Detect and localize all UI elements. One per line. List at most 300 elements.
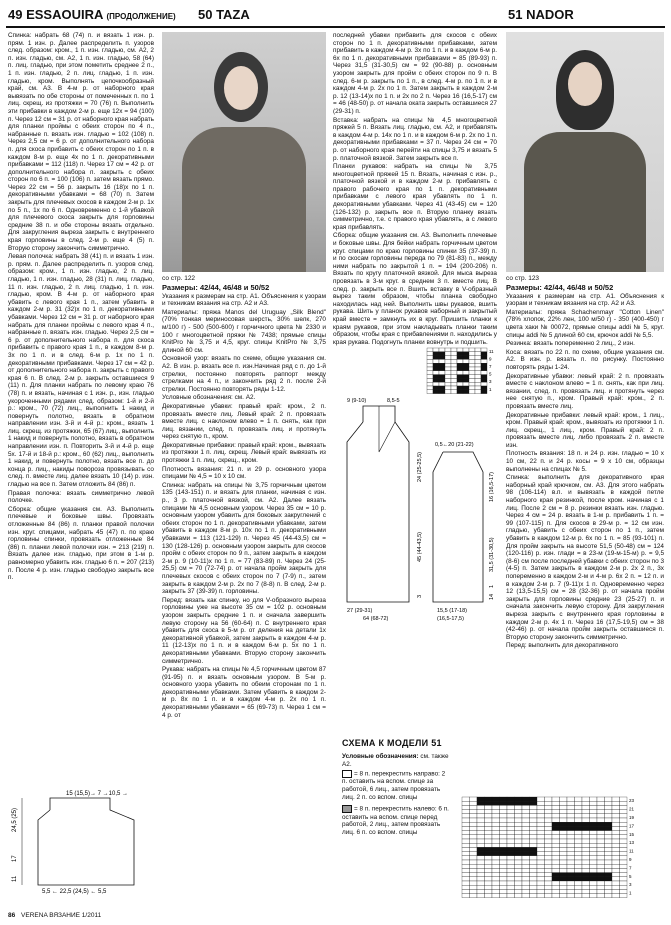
chart-cell	[530, 856, 538, 860]
chart-cell	[492, 860, 500, 864]
chart-cell	[552, 810, 560, 814]
chart-cell	[597, 868, 605, 872]
chart-cell	[590, 852, 598, 856]
chart-cell	[530, 814, 538, 818]
chart-cell	[620, 856, 628, 860]
chart-cell	[582, 894, 590, 898]
chart-cell	[575, 877, 583, 881]
chart-cell	[560, 797, 568, 801]
chart-cell	[492, 852, 500, 856]
chart-cell	[470, 843, 478, 847]
chart-cell	[481, 378, 487, 382]
chart-cell	[477, 868, 485, 872]
chart-cell	[597, 835, 605, 839]
chart-cell	[439, 348, 445, 352]
chart-cell	[462, 810, 470, 814]
chart-cell	[500, 805, 508, 809]
chart-cell	[612, 835, 620, 839]
chart-cell	[485, 826, 493, 830]
model-51-front: Перед: выполнить для декоративного	[506, 642, 619, 650]
chart-cell	[462, 847, 470, 851]
chart-cell	[567, 839, 575, 843]
chart-cell	[552, 852, 560, 856]
chart-cell	[439, 371, 445, 375]
chart-cell	[582, 797, 590, 801]
chart-cell	[620, 818, 628, 822]
chart-cell	[462, 822, 470, 826]
chart-cell	[575, 826, 583, 830]
chart-cell	[427, 363, 433, 367]
chart-cell	[530, 881, 538, 885]
model-51-rib: Резинка: вязать попеременно 2 лиц., 2 изн.	[506, 340, 635, 348]
cable-left-symbol	[342, 805, 352, 813]
chart-cell	[427, 352, 433, 356]
sleeve-right4-label: 14	[489, 593, 495, 600]
chart-cell	[567, 864, 575, 868]
chart-cell	[500, 877, 508, 881]
chart-cell	[567, 868, 575, 872]
chart-cell	[620, 843, 628, 847]
chart-cell	[463, 367, 469, 371]
small-chart-row-numbers	[489, 349, 494, 392]
chart-cell	[470, 814, 478, 818]
chart-cell	[515, 818, 523, 822]
chart-cell	[439, 352, 445, 356]
chart-cell	[590, 831, 598, 835]
chart-cell	[475, 363, 481, 367]
model-50-insert: Вставка: набрать на спицы № 4,5 многоцветной пряжей 5 п. Вязать лиц. гладью, см. А2, и прибавлять в каждом 4-м р. 14х по 1 п. и в каждом 6-м р. 2х по 1 п. декоративными прибавками = 37 п. Через 24 см = 70 р. от наборного края перейти на спицы 3,75 и вязать 5 р. платочной вязкой. Затем закрыть все п.	[333, 116, 497, 162]
chart-cell	[507, 805, 515, 809]
chart-cell	[439, 363, 445, 367]
chart-row-number: 21	[629, 806, 635, 812]
chart-cell	[530, 889, 538, 893]
chart-cell	[427, 378, 433, 382]
chart-cell	[620, 852, 628, 856]
chart-cell	[433, 371, 439, 375]
chart-cell	[582, 805, 590, 809]
chart-cell	[560, 885, 568, 889]
chart-cell	[492, 864, 500, 868]
chart-cell	[507, 797, 515, 801]
chart-cell	[612, 822, 620, 826]
left-front-instructions: Левая полочка: набрать 38 (41) п. и вязать 1 изн. р. прям. п. Далее распределить п. узоров след. образом: кром., 1 п. изн. гладью, 2 п. лиц. гладью, 1 п. изн. гладью, 28 (31) п. лиц. гладью, 11 п. изн. гладью, 2 п. лиц. гладью, 1 п. изн. гладью, кром. В 4-м р. от наборного края убавить с левого края 1 п., затем убавить в каждом 2-м р. 31 (32)х по 1 п. декоративными убавками. Через 12 см = 31 р. от наборного края набрать для планки проймы с левого края 4 п., набранные п. вязать изн. гладью. Через 2,5 см = 6 р. от дополнительного набора п. для скоса прибавить с правого края 1 п., в каждом 8-м р. 3х по 1 п. и в след. 6-м р. 1х по 1 п. декоративными прибавками. Через 17 см = 42 р. от дополнительного набора п. закрыть с правого края 6 п. В след. 2-м р. закрыть оставшиеся 9 (11) п. Для планки набрать по левому краю 76 (78) п. и вязать, начиная с 1 изн. р., изн. гладью укороченными рядами след. образом: 1-й и 2-й р.: кром., 70 (72) лиц., выполнить 1 накид и повернуть полотно, вязать в обратном направлении изн. 3-й и 4-й р.: кром., вязать 1 лиц. скрещ. из протяжки, 65 (67) лиц., выполнить 1 накид и повернуть полотно, вязать в обратном направлении изн. п. Повторить 3-й и 4-й р. еще 5х. 17-й и 18-й р.: кром., 60 (62) лиц., выполнить 1 накид, и повернуть полотно, вязать все п. до конца р. лиц., накиды повороза провязывать со след. п. вместе лиц. далее вязать 10 (14) р. изн. гладью на все п. Затем отложить 84 (86) п.	[8, 253, 154, 489]
chart-cell	[500, 885, 508, 889]
chart-cell	[537, 877, 545, 881]
chart-cell	[560, 873, 568, 877]
chart-cell	[522, 839, 530, 843]
chart-cell	[545, 810, 553, 814]
chart-row-number: 9	[629, 857, 632, 862]
chart-cell	[537, 889, 545, 893]
chart-cell	[507, 889, 515, 893]
chart-cell	[605, 826, 613, 830]
chart-cell	[485, 797, 493, 801]
chart-cell	[537, 801, 545, 805]
model-51-cable-chart	[458, 795, 658, 905]
chart-cell	[597, 843, 605, 847]
chart-cell	[537, 864, 545, 868]
chart-cell	[590, 805, 598, 809]
chart-cell	[507, 877, 515, 881]
chart-cell	[500, 873, 508, 877]
v-neck-line	[379, 406, 395, 452]
chart-cell	[485, 843, 493, 847]
chart-cell	[507, 831, 515, 835]
chart-row-number: 15	[629, 831, 635, 837]
chart-cell	[620, 810, 628, 814]
chart-cell	[477, 864, 485, 868]
chart-cell	[457, 386, 463, 390]
chart-cell	[451, 378, 457, 382]
chart-cell	[567, 877, 575, 881]
chart-cell	[477, 797, 485, 801]
chart-cell	[451, 352, 457, 356]
chart-cell	[522, 889, 530, 893]
chart-cell	[515, 839, 523, 843]
model-50-sleeves: Рукава: набрать на спицы № 4,5 горчичным цветом 87 (91-95) п. и вязать основным узором. В 5-м р. основного узора убавить по обеим сторонам по 1 п. декоративными убавками. Затем убавить в каждом 2-м р. 8х по 1 п. и в каждом 4-м р. 2х по 1 п. декоративными убавками = 65 (69-73) п. Через 1 см = 4 р. от	[162, 666, 326, 719]
chart-cell	[507, 822, 515, 826]
chart-cell	[575, 843, 583, 847]
chart-cell	[507, 801, 515, 805]
chart-cell	[597, 810, 605, 814]
legend-title: Условные обозначения:	[342, 753, 419, 760]
chart-cell	[605, 831, 613, 835]
chart-cell	[469, 386, 475, 390]
chart-cell	[537, 873, 545, 877]
chart-cell	[492, 831, 500, 835]
small-chart-grid	[427, 348, 487, 394]
header-continuation: (ПРОДОЛЖЕНИЕ)	[106, 12, 176, 21]
chart-cell	[537, 810, 545, 814]
chart-cell	[492, 814, 500, 818]
chart-cell	[612, 801, 620, 805]
chart-cell	[469, 371, 475, 375]
chart-cell	[597, 889, 605, 893]
chart-cell	[500, 881, 508, 885]
body-right3-label: 3	[417, 594, 423, 598]
chart-cell	[485, 831, 493, 835]
magazine-name: VERENA ВЯЗАНИЕ 1/2011	[21, 912, 102, 919]
back-bottom-label: 5,5 ← 22,5 (24,5) ← 5,5	[42, 889, 107, 895]
chart-cell	[462, 814, 470, 818]
chart-cell	[462, 801, 470, 805]
chart-cell	[545, 831, 553, 835]
chart-cell	[605, 818, 613, 822]
chart-row-number: 11	[489, 348, 494, 354]
sleeve-right2-label: 31,5 (31-30,5)	[489, 537, 495, 572]
chart-cell	[477, 801, 485, 805]
chart-cell	[575, 873, 583, 877]
chart-cell	[582, 856, 590, 860]
chart-cell	[597, 852, 605, 856]
chart-cell	[500, 856, 508, 860]
chart-cell	[545, 818, 553, 822]
chart-cell	[515, 856, 523, 860]
chart-cell	[492, 805, 500, 809]
chart-cell	[470, 826, 478, 830]
model-49-schematic	[10, 790, 150, 895]
chart-cell	[552, 877, 560, 881]
chart-cell	[560, 889, 568, 893]
chart-cell	[552, 839, 560, 843]
chart-cell	[537, 814, 545, 818]
chart-cell	[590, 885, 598, 889]
model-50-main-pattern: Основной узор: вязать по схеме, общие указания см. А2. В изн. р. вязать все п. изн.Начиная ряд с п. до 1-й стрелки, постоянно повторять раппорт между стрелками на 4 п., и закончить ряд 2 п. после 2-й стрелки. Постоянно повторять ряды 1-12.	[162, 355, 326, 393]
chart-cell	[475, 371, 481, 375]
chart-cell	[560, 831, 568, 835]
chart-cell	[470, 877, 478, 881]
chart-cell	[492, 839, 500, 843]
chart-cell	[560, 822, 568, 826]
chart-cell	[582, 810, 590, 814]
chart-cell	[537, 831, 545, 835]
chart-cell	[481, 371, 487, 375]
chart-cell	[439, 356, 445, 360]
chart-cell	[560, 877, 568, 881]
body-bottom2-label: 64 (68-72)	[363, 616, 389, 622]
chart-cell	[515, 885, 523, 889]
chart-cell	[590, 856, 598, 860]
header-model-50: 50 TAZA	[198, 7, 250, 22]
chart-cell	[445, 367, 451, 371]
chart-cell	[469, 378, 475, 382]
chart-cell	[457, 348, 463, 352]
chart-cell	[470, 860, 478, 864]
chart-cell	[560, 852, 568, 856]
chart-cell	[485, 860, 493, 864]
chart-cell	[605, 847, 613, 851]
chart-cell	[545, 805, 553, 809]
chart-cell	[522, 868, 530, 872]
chart-cell	[457, 367, 463, 371]
chart-cell	[605, 868, 613, 872]
chart-cell	[590, 818, 598, 822]
chart-cell	[470, 889, 478, 893]
chart-cell	[451, 367, 457, 371]
chart-cell	[462, 885, 470, 889]
chart-cell	[445, 348, 451, 352]
chart-cell	[492, 889, 500, 893]
chart-cell	[612, 810, 620, 814]
chart-cell	[469, 367, 475, 371]
chart-cell	[612, 814, 620, 818]
chart-cell	[612, 881, 620, 885]
chart-cell	[597, 885, 605, 889]
chart-cell	[470, 839, 478, 843]
chart-cell	[575, 894, 583, 898]
chart-cell	[552, 847, 560, 851]
chart-cell	[612, 805, 620, 809]
back-instructions: Спинка: набрать 68 (74) п. и вязать 1 изн. р. прям. 1 изн. р. Далее распределить п. узоров след. образом: кром., 1 п. изн. гладью, см. А2, 2 п. изн. гладью, см. А2, 1 п. изн. гладью, 58 (64) п. лиц. гладью, при этом пометить среднее 2 п., 1 п. изн. гладью, 2 п. лиц. гладью, 1 п. изн. гладью, кром. Выполнять цепочкообразный край, см. А3. В 4-м р. от наборного края вывязать по обе стороны от помеченных п. по 1 лиц. скрещ. из протяжки = 70 (76) п. Выполнить эти прибавки в каждом 2-м р. еще 12х = 94 (100) п. Через 12 см = 31 р. от наборного края набрать для планки проймы с обеих сторон по 4 п., набранные п. вязать изн. гладью = 102 (108) п. Через 2,5 см = 6 р. от дополнительного набора п. для скоса прибавить с обеих сторон по 1 п. в каждом 8-м р. еще 4х по 1 п. декоративными прибавками = 112 (118) п. Через 17 см = 42 р. от дополнительного набора п. закрыть с обеих сторон по 6 п. = 100 (106) п. затем вязать прямо. Через 22 см = 56 р. закрыть 16 (18)х по 1 п. декоративными убавками = 68 (70) п. Затем закрыть для плечевых скосов в каждом 2-м р. 1х по 5 п., 1х по 6 п. Одновременно с 1-й убавкой для плечевого скоса закрыть для горловины средние 38 п. и обе стороны вязать отдельно. Для закругления выреза закрыть с внутреннего края горловины в след. 2-м р. еще 4 (5) п. Вторую сторону закончить симметрично.	[8, 32, 154, 252]
chart-cell	[605, 843, 613, 847]
chart-cell	[537, 881, 545, 885]
chart-cell	[485, 822, 493, 826]
chart-row-number: 5	[489, 371, 492, 377]
chart-cell	[500, 852, 508, 856]
chart-cell	[427, 348, 433, 352]
chart-cell	[590, 814, 598, 818]
photo-face-51	[568, 62, 602, 106]
chart-cell	[451, 359, 457, 363]
chart-cell	[597, 856, 605, 860]
model-50-decreases: Декоративные убавки: правый край: кром., 2 п. провязать вместе лиц. Левый край: 2 п. провязать вместе лиц. с наклоном влево = 1 п. снять, как при лиц. вязании, след. п. провязать лиц. и протянуть через снятую п., кром.	[162, 402, 326, 441]
chart-cell	[477, 889, 485, 893]
chart-cell	[462, 873, 470, 877]
chart-cell	[597, 805, 605, 809]
chart-cell	[545, 864, 553, 868]
chart-cell	[515, 847, 523, 851]
chart-cell	[470, 831, 478, 835]
chart-cell	[560, 814, 568, 818]
chart-cell	[522, 873, 530, 877]
chart-cell	[485, 839, 493, 843]
chart-cell	[597, 797, 605, 801]
chart-cell	[433, 359, 439, 363]
chart-cell	[537, 868, 545, 872]
chart-cell	[477, 881, 485, 885]
chart-cell	[567, 818, 575, 822]
chart-cell	[590, 810, 598, 814]
chart-cell	[545, 881, 553, 885]
chart-cell	[552, 894, 560, 898]
chart-cell	[470, 881, 478, 885]
chart-cell	[451, 356, 457, 360]
column-2	[162, 284, 326, 914]
chart-cell	[477, 873, 485, 877]
chart-cell	[605, 885, 613, 889]
chart-cell	[445, 386, 451, 390]
chart-cell	[530, 873, 538, 877]
model-50-increases: Декоративные прибавки: правый край: кром., вывязать из протяжки 1 п. лиц. скрещ. Левый край: вывязать из протяжки 1 п. лиц. скрещ., кром.	[162, 441, 326, 465]
chart-cell	[552, 868, 560, 872]
chart-cell	[515, 843, 523, 847]
chart-cell	[597, 860, 605, 864]
chart-cell	[612, 868, 620, 872]
chart-cell	[590, 843, 598, 847]
chart-cell	[475, 378, 481, 382]
chart-cell	[481, 356, 487, 360]
body-top-label: 9 (9-10)	[347, 398, 367, 404]
chart-cell	[515, 860, 523, 864]
chart-cell	[575, 856, 583, 860]
chart-cell	[522, 831, 530, 835]
chart-cell	[620, 877, 628, 881]
chart-cell	[475, 382, 481, 386]
chart-row-number: 23	[629, 798, 635, 804]
schema-51-title: СХЕМА К МОДЕЛИ 51	[342, 738, 442, 748]
chart-cell	[485, 868, 493, 872]
chart-cell	[522, 856, 530, 860]
chart-cell	[477, 835, 485, 839]
cable-chart-row-numbers	[629, 798, 635, 895]
chart-cell	[605, 839, 613, 843]
chart-cell	[439, 359, 445, 363]
chart-cell	[477, 814, 485, 818]
chart-row-number: 11	[629, 848, 634, 854]
chart-cell	[507, 856, 515, 860]
chart-cell	[597, 826, 605, 830]
chart-cell	[597, 864, 605, 868]
chart-cell	[612, 860, 620, 864]
chart-cell	[462, 852, 470, 856]
chart-cell	[470, 835, 478, 839]
chart-cell	[560, 805, 568, 809]
chart-cell	[427, 382, 433, 386]
chart-cell	[582, 877, 590, 881]
chart-cell	[530, 847, 538, 851]
chart-row-number: 7	[489, 364, 492, 369]
chart-cell	[612, 818, 620, 822]
back-top-label: 15 (15,5)→ 7 →10,5 →	[66, 791, 129, 797]
chart-cell	[545, 797, 553, 801]
chart-cell	[457, 352, 463, 356]
chart-cell	[552, 881, 560, 885]
chart-cell	[522, 877, 530, 881]
model-51-photo	[506, 32, 664, 272]
chart-cell	[515, 868, 523, 872]
chart-cell	[515, 822, 523, 826]
chart-cell	[552, 856, 560, 860]
chart-cell	[507, 826, 515, 830]
chart-cell	[507, 873, 515, 877]
chart-cell	[612, 826, 620, 830]
header-model-49	[8, 4, 176, 26]
chart-cell	[605, 814, 613, 818]
chart-cell	[492, 877, 500, 881]
chart-cell	[605, 810, 613, 814]
chart-cell	[492, 843, 500, 847]
chart-cell	[567, 810, 575, 814]
legend-cable-right: = 8 п. перекрестить направо: 2 п. оставить на вспом. спице за работой, 6 лиц., затем провязать лиц. 2 п. со вспом. спицы	[342, 770, 446, 801]
chart-cell	[597, 822, 605, 826]
chart-cell	[463, 359, 469, 363]
chart-cell	[507, 835, 515, 839]
cable-right-symbol	[342, 770, 352, 778]
chart-cell	[492, 826, 500, 830]
chart-cell	[492, 885, 500, 889]
chart-cell	[590, 889, 598, 893]
chart-cell	[451, 348, 457, 352]
body-top2-label: 8,5-5	[387, 398, 400, 404]
chart-cell	[620, 839, 628, 843]
photo-sweater-51	[524, 132, 646, 272]
model-50-size-notes: Указания к размерам на стр. А1. Объяснения к узорам и техникам вязания на стр. А2 и А3.	[162, 292, 326, 308]
chart-cell	[560, 860, 568, 864]
chart-cell	[620, 805, 628, 809]
chart-cell	[522, 885, 530, 889]
chart-row-number: 3	[629, 882, 632, 888]
chart-cell	[445, 371, 451, 375]
chart-cell	[427, 375, 433, 379]
chart-cell	[485, 873, 493, 877]
chart-cell	[552, 826, 560, 830]
chart-row-number: 7	[629, 865, 632, 871]
chart-cell	[433, 363, 439, 367]
chart-cell	[427, 386, 433, 390]
chart-cell	[537, 885, 545, 889]
chart-cell	[485, 852, 493, 856]
chart-cell	[612, 864, 620, 868]
chart-cell	[522, 852, 530, 856]
chart-cell	[470, 801, 478, 805]
chart-cell	[492, 797, 500, 801]
chart-cell	[485, 835, 493, 839]
chart-cell	[481, 359, 487, 363]
chart-cell	[552, 797, 560, 801]
footer	[8, 912, 101, 919]
chart-cell	[433, 356, 439, 360]
chart-cell	[463, 371, 469, 375]
